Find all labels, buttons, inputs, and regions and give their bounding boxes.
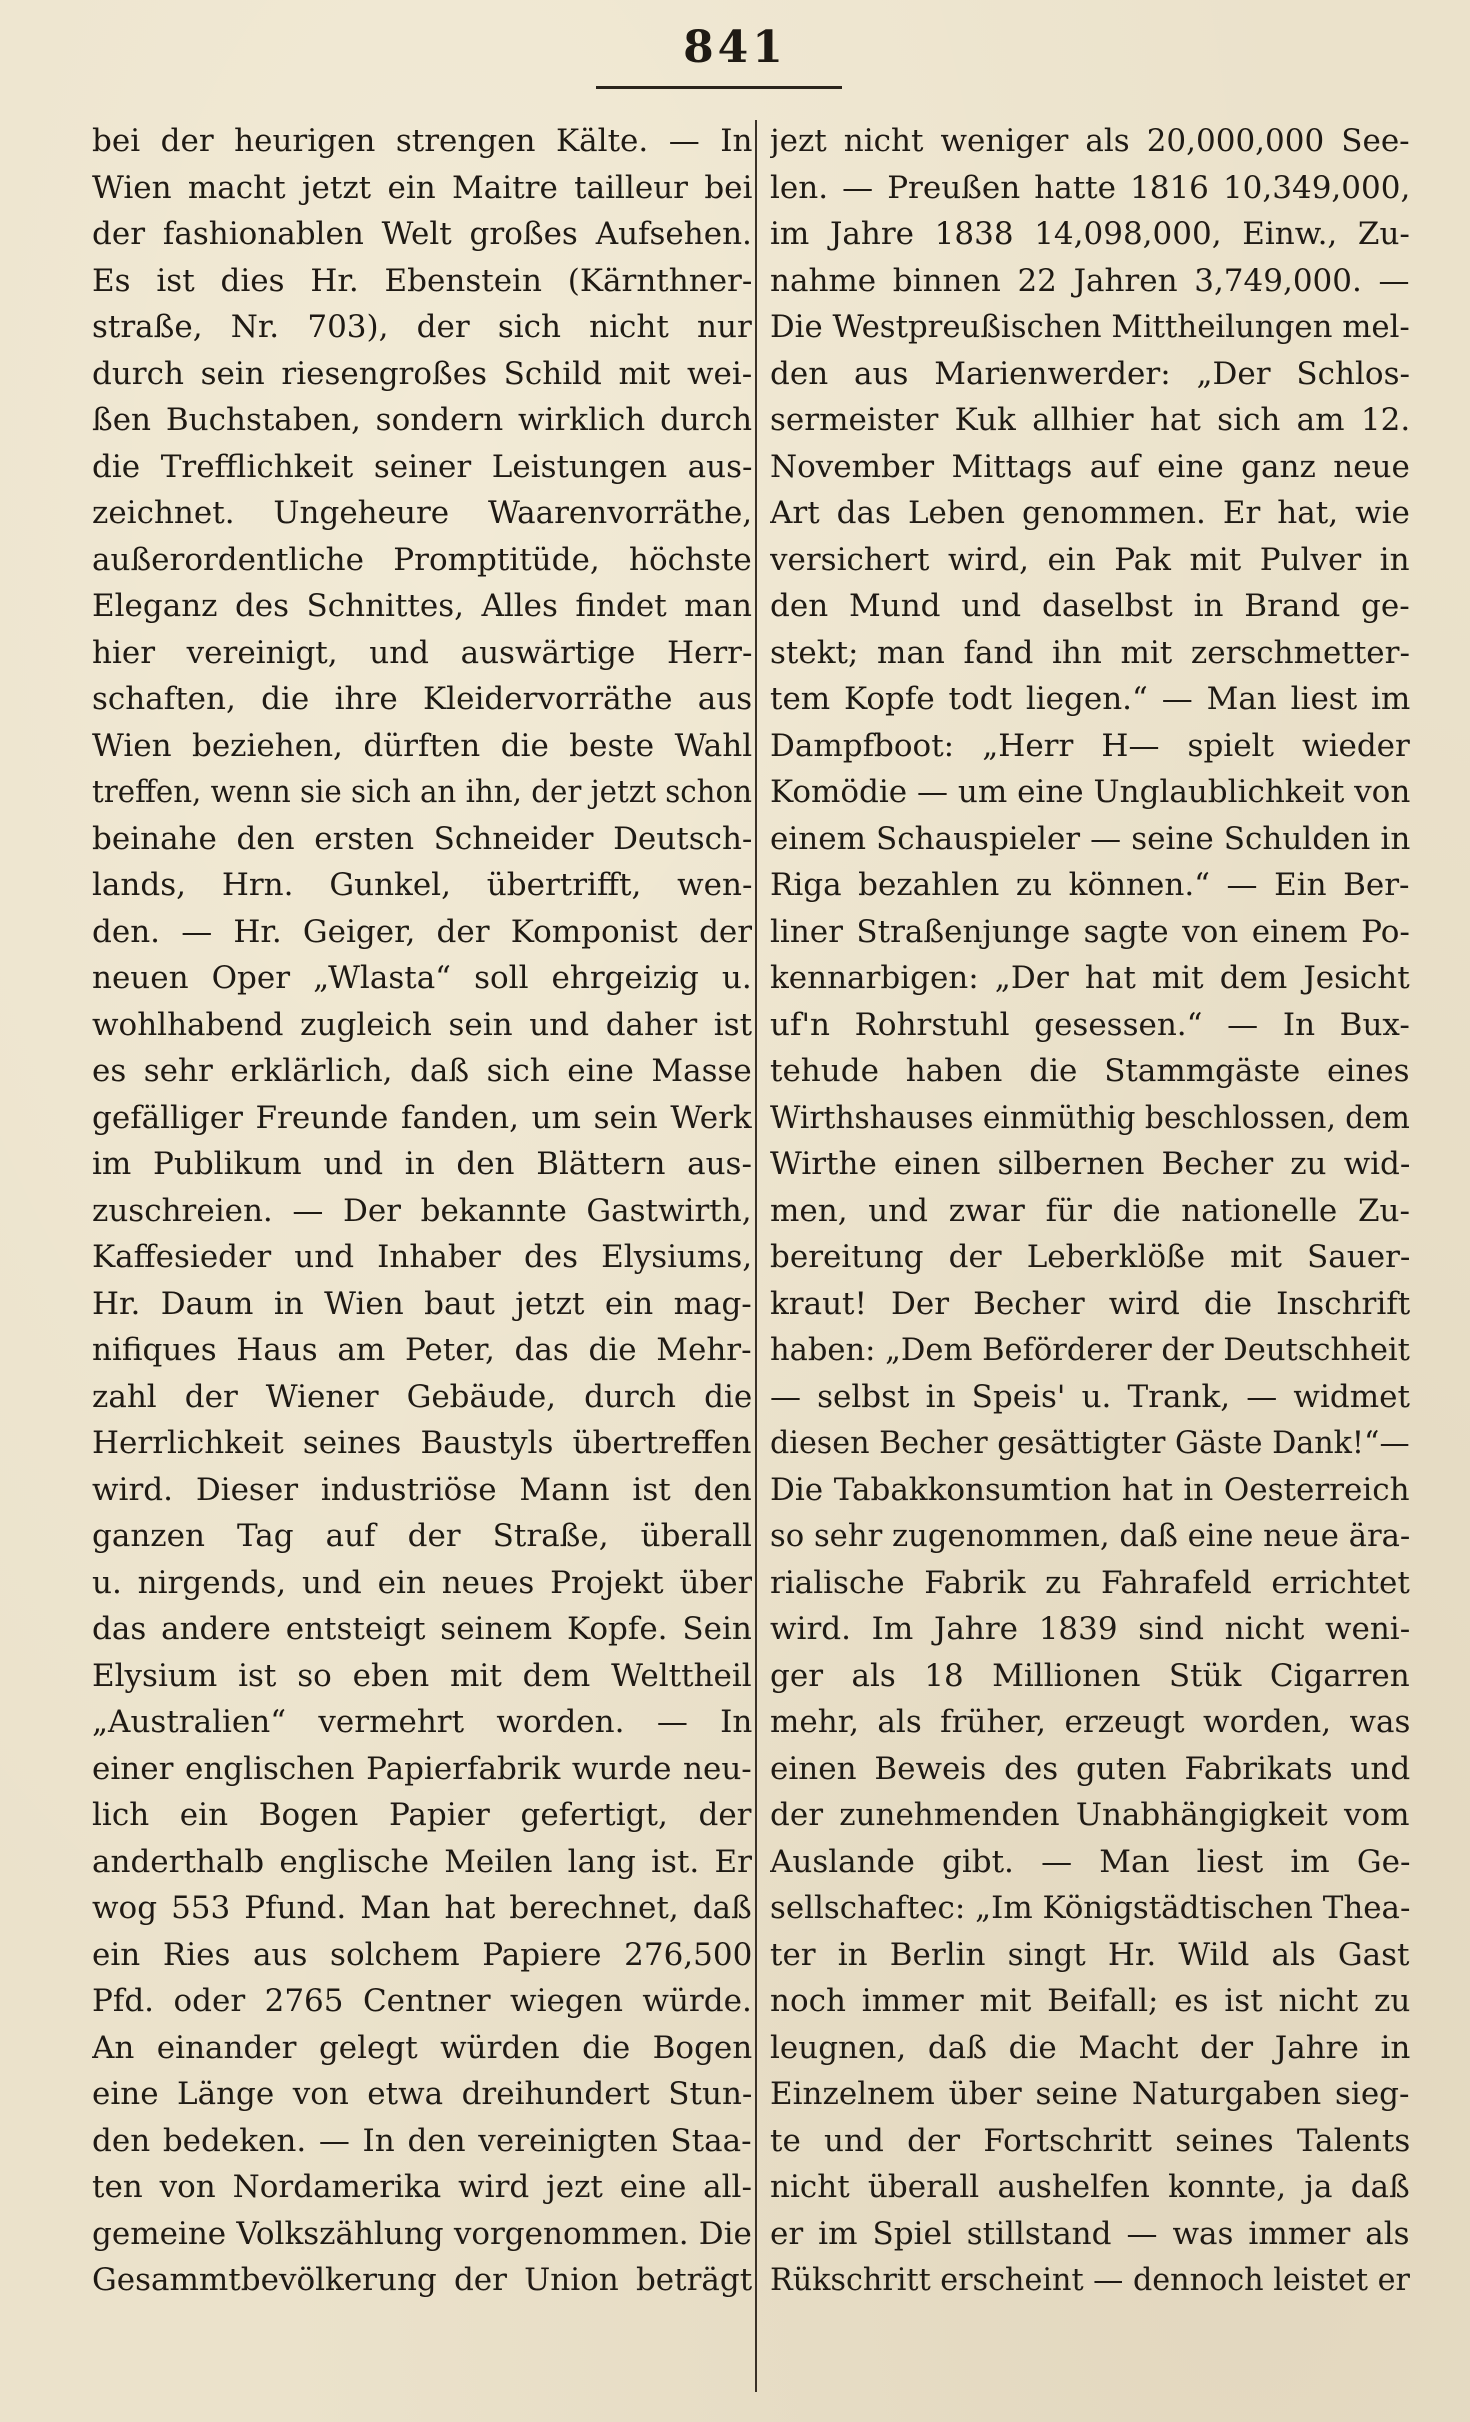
text-line: bereitung der Leberklöße mit Sauer- bbox=[770, 1239, 1410, 1275]
text-line: jezt nicht weniger als 20,000,000 See- bbox=[770, 123, 1410, 159]
text-line: Riga bezahlen zu können.“ — Ein Ber- bbox=[770, 867, 1410, 903]
text-line: An einander gelegt würden die Bogen bbox=[92, 2029, 752, 2066]
text-line: die Trefflichkeit seiner Leistungen aus- bbox=[92, 448, 752, 485]
text-line: mehr, als früher, erzeugt worden, was bbox=[770, 1704, 1410, 1740]
text-line: Pfd. oder 2765 Centner wiegen würde. bbox=[92, 1983, 752, 2019]
text-line: Auslande gibt. — Man liest im Ge- bbox=[770, 1843, 1410, 1880]
text-line: liner Straßenjunge sagte von einem Po- bbox=[770, 913, 1410, 950]
text-line: eine Länge von etwa dreihundert Stun- bbox=[92, 2076, 752, 2112]
text-line: es sehr erklärlich, daß sich eine Masse bbox=[92, 1053, 752, 1089]
text-line: ten von Nordamerika wird jezt eine all- bbox=[92, 2169, 752, 2205]
text-line: treffen, wenn sie sich an ihn, der jetzt schon bbox=[92, 774, 752, 810]
text-line: gefälliger Freunde fanden, um sein Werk bbox=[92, 1099, 752, 1136]
text-line: „Australien“ vermehrt worden. — In bbox=[92, 1704, 752, 1740]
text-line: den Mund und daselbst in Brand ge- bbox=[770, 588, 1410, 624]
text-line: kraut! Der Becher wird die Inschrift bbox=[770, 1285, 1410, 1322]
text-line: einen Beweis des guten Fabrikats und bbox=[770, 1750, 1410, 1787]
text-line: der fashionablen Welt großes Aufsehen. bbox=[92, 216, 752, 252]
text-line: hier vereinigt, und auswärtige Herr- bbox=[92, 634, 752, 671]
text-line: Elysium ist so eben mit dem Welttheil bbox=[92, 1657, 752, 1694]
text-line: das andere entsteigt seinem Kopfe. Sein bbox=[92, 1611, 752, 1647]
text-line: Herrlichkeit seines Baustyls übertreffen bbox=[92, 1425, 752, 1461]
text-line: Die Westpreußischen Mittheilungen mel- bbox=[770, 309, 1410, 345]
text-line: men, und zwar für die nationelle Zu- bbox=[770, 1192, 1410, 1229]
text-line: Dampfboot: „Herr H— spielt wieder bbox=[770, 727, 1410, 764]
text-line: tehude haben die Stammgäste eines bbox=[770, 1053, 1410, 1089]
text-line: wog 553 Pfund. Man hat berechnet, daß bbox=[92, 1890, 752, 1926]
text-line: sellschaftec: „Im Königstädtischen Thea- bbox=[770, 1890, 1410, 1926]
text-line: zahl der Wiener Gebäude, durch die bbox=[92, 1378, 752, 1415]
text-line: gemeine Volkszählung vorgenommen. Die bbox=[92, 2215, 752, 2252]
text-line: November Mittags auf eine ganz neue bbox=[770, 448, 1410, 485]
text-line: ein Ries aus solchem Papiere 276,500 bbox=[92, 1936, 752, 1973]
text-line: Komödie — um eine Unglaublichkeit von bbox=[770, 774, 1410, 810]
text-line: — selbst in Speis' u. Trank, — widmet bbox=[770, 1378, 1410, 1415]
text-line: Einzelnem über seine Naturgaben sieg- bbox=[770, 2076, 1410, 2112]
text-line: einer englischen Papierfabrik wurde neu- bbox=[92, 1750, 752, 1787]
text-line: tem Kopfe todt liegen.“ — Man liest im bbox=[770, 681, 1410, 717]
text-line: uf'n Rohrstuhl gesessen.“ — In Bux- bbox=[770, 1006, 1410, 1043]
text-line: Wirthe einen silbernen Becher zu wid- bbox=[770, 1146, 1410, 1182]
page-number: 841 bbox=[683, 22, 787, 73]
text-line: nifiques Haus am Peter, das die Mehr- bbox=[92, 1332, 752, 1368]
text-line: Art das Leben genommen. Er hat, wie bbox=[770, 495, 1410, 531]
text-line: durch sein riesengroßes Schild mit wei- bbox=[92, 355, 752, 392]
text-line: versichert wird, ein Pak mit Pulver in bbox=[770, 541, 1410, 578]
text-line: Rükschritt erscheint — dennoch leistet er bbox=[770, 2262, 1410, 2298]
text-line: u. nirgends, und ein neues Projekt über bbox=[92, 1564, 752, 1601]
text-line: außerordentliche Promptitüde, höchste bbox=[92, 541, 752, 578]
text-line: lich ein Bogen Papier gefertigt, der bbox=[92, 1797, 752, 1833]
text-line: wohlhabend zugleich sein und daher ist bbox=[92, 1006, 752, 1043]
text-line: stekt; man fand ihn mit zerschmetter- bbox=[770, 634, 1410, 671]
column-divider bbox=[755, 120, 757, 2392]
text-line: Gesammtbevölkerung der Union beträgt bbox=[92, 2262, 752, 2298]
text-line: wird. Im Jahre 1839 sind nicht weni- bbox=[770, 1611, 1410, 1647]
text-line: den. — Hr. Geiger, der Komponist der bbox=[92, 913, 752, 950]
text-line: im Publikum und in den Blättern aus- bbox=[92, 1146, 752, 1182]
text-line: nicht überall aushelfen konnte, ja daß bbox=[770, 2169, 1410, 2205]
text-line: ter in Berlin singt Hr. Wild als Gast bbox=[770, 1936, 1410, 1973]
text-line: neuen Oper „Wlasta“ soll ehrgeizig u. bbox=[92, 960, 752, 996]
text-line: wird. Dieser industriöse Mann ist den bbox=[92, 1471, 752, 1508]
text-line: te und der Fortschritt seines Talents bbox=[770, 2122, 1410, 2159]
text-line: Kaffesieder und Inhaber des Elysiums, bbox=[92, 1239, 752, 1275]
text-line: Wien macht jetzt ein Maitre tailleur bei bbox=[92, 169, 752, 206]
text-line: kennarbigen: „Der hat mit dem Jesicht bbox=[770, 960, 1410, 996]
text-line: Wien beziehen, dürften die beste Wahl bbox=[92, 727, 752, 764]
text-line: ger als 18 Millionen Stük Cigarren bbox=[770, 1657, 1410, 1694]
text-line: Wirthshauses einmüthig beschlossen, dem bbox=[770, 1099, 1410, 1136]
text-line: den aus Marienwerder: „Der Schlos- bbox=[770, 355, 1410, 392]
text-line: lands, Hrn. Gunkel, übertrifft, wen- bbox=[92, 867, 752, 903]
text-line: anderthalb englische Meilen lang ist. Er bbox=[92, 1843, 752, 1880]
text-line: noch immer mit Beifall; es ist nicht zu bbox=[770, 1983, 1410, 2019]
text-line: rialische Fabrik zu Fahrafeld errichtet bbox=[770, 1564, 1410, 1601]
text-line: Eleganz des Schnittes, Alles findet man bbox=[92, 588, 752, 624]
text-line: einem Schauspieler — seine Schulden in bbox=[770, 820, 1410, 857]
text-line: diesen Becher gesättigter Gäste Dank!“— bbox=[770, 1425, 1410, 1461]
text-line: zuschreien. — Der bekannte Gastwirth, bbox=[92, 1192, 752, 1229]
text-line: beinahe den ersten Schneider Deutsch- bbox=[92, 820, 752, 857]
text-line: Es ist dies Hr. Ebenstein (Kärnthner- bbox=[92, 262, 752, 299]
text-line: Hr. Daum in Wien baut jetzt ein mag- bbox=[92, 1285, 752, 1322]
text-line: haben: „Dem Beförderer der Deutschheit bbox=[770, 1332, 1410, 1368]
text-line: straße, Nr. 703), der sich nicht nur bbox=[92, 309, 752, 345]
text-line: der zunehmenden Unabhängigkeit vom bbox=[770, 1797, 1410, 1833]
text-line: leugnen, daß die Macht der Jahre in bbox=[770, 2029, 1410, 2066]
text-line: len. — Preußen hatte 1816 10,349,000, bbox=[770, 169, 1410, 206]
text-line: den bedeken. — In den vereinigten Staa- bbox=[92, 2122, 752, 2159]
right-text-column bbox=[770, 118, 1410, 2304]
text-line: zeichnet. Ungeheure Waarenvorräthe, bbox=[92, 495, 752, 531]
text-line: nahme binnen 22 Jahren 3,749,000. — bbox=[770, 262, 1410, 299]
text-line: ganzen Tag auf der Straße, überall bbox=[92, 1518, 752, 1554]
text-line: so sehr zugenommen, daß eine neue ära- bbox=[770, 1518, 1410, 1554]
text-line: schaften, die ihre Kleidervorräthe aus bbox=[92, 681, 752, 717]
text-line: sermeister Kuk allhier hat sich am 12. bbox=[770, 402, 1410, 438]
left-text-column bbox=[92, 118, 752, 2304]
text-line: Die Tabakkonsumtion hat in Oesterreich bbox=[770, 1471, 1410, 1508]
text-line: ßen Buchstaben, sondern wirklich durch bbox=[92, 402, 752, 438]
text-line: bei der heurigen strengen Kälte. — In bbox=[92, 123, 752, 159]
header-rule bbox=[596, 86, 842, 89]
text-line: im Jahre 1838 14,098,000, Einw., Zu- bbox=[770, 216, 1410, 252]
text-line: er im Spiel stillstand — was immer als bbox=[770, 2215, 1410, 2252]
